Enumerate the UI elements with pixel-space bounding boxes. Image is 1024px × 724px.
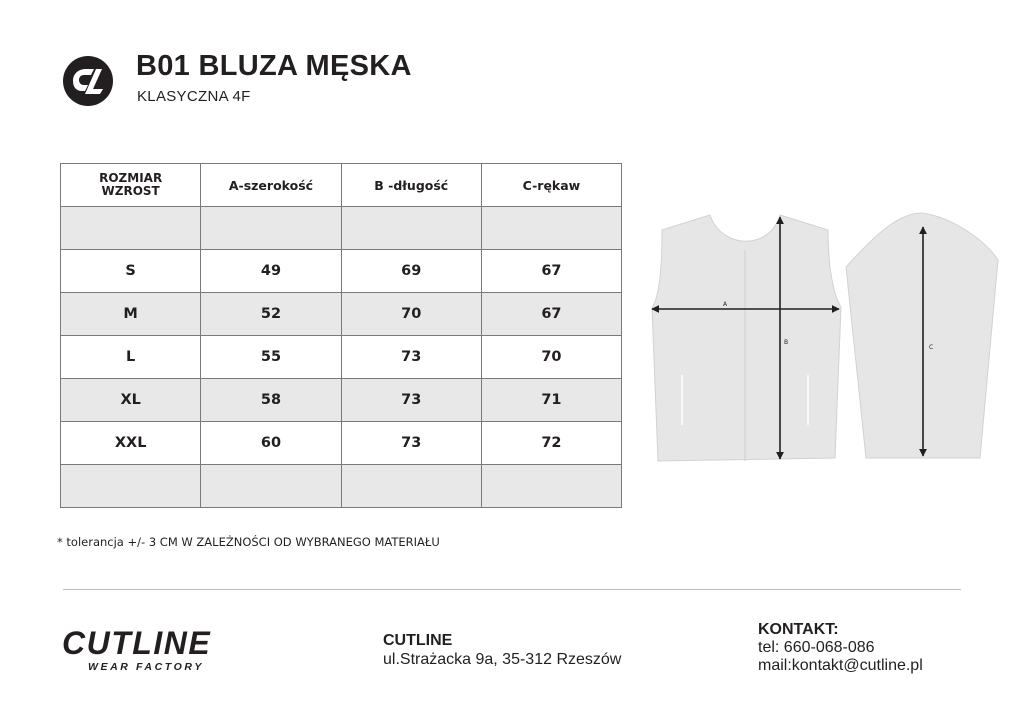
table-row bbox=[61, 465, 622, 508]
company-name: CUTLINE bbox=[383, 632, 453, 649]
table-cell: 72 bbox=[481, 422, 621, 465]
table-cell: 52 bbox=[201, 293, 341, 336]
column-header-width: A-szerokość bbox=[201, 164, 341, 207]
column-header-sleeve: C-rękaw bbox=[481, 164, 621, 207]
table-row bbox=[61, 379, 622, 422]
contact-title: KONTAKT: bbox=[758, 621, 839, 638]
table-cell: 70 bbox=[481, 336, 621, 379]
contact-mail: mail:kontakt@cutline.pl bbox=[758, 657, 923, 674]
company-block bbox=[383, 632, 621, 669]
brand-name: CUTLINE bbox=[62, 625, 212, 661]
table-cell: 69 bbox=[341, 250, 481, 293]
table-cell: L bbox=[61, 336, 201, 379]
page-subtitle: KLASYCZNA 4F bbox=[137, 88, 251, 105]
measure-label-b: B bbox=[784, 339, 789, 346]
table-row bbox=[61, 207, 622, 250]
table-cell bbox=[341, 465, 481, 508]
tolerance-note: * tolerancja +/- 3 CM W ZALEŻNOŚCI OD WYBRANEGO MATERIAŁU bbox=[57, 535, 440, 549]
table-cell bbox=[201, 207, 341, 250]
table-cell: 67 bbox=[481, 293, 621, 336]
table-cell bbox=[341, 207, 481, 250]
table-cell: 60 bbox=[201, 422, 341, 465]
table-cell bbox=[61, 465, 201, 508]
page-title: B01 BLUZA MĘSKA bbox=[136, 50, 412, 82]
sleeve-panel-shape bbox=[846, 213, 998, 458]
column-header-length: B -długość bbox=[341, 164, 481, 207]
footer-divider bbox=[63, 589, 961, 590]
table-cell: 73 bbox=[341, 379, 481, 422]
table-cell bbox=[481, 465, 621, 508]
company-address: ul.Strażacka 9a, 35-312 Rzeszów bbox=[383, 651, 622, 668]
column-header-label: ROZMIAR WZROST bbox=[99, 171, 163, 198]
table-cell: 58 bbox=[201, 379, 341, 422]
table-row bbox=[61, 336, 622, 379]
measure-label-c: C bbox=[929, 344, 934, 351]
table-row bbox=[61, 250, 622, 293]
garment-diagram bbox=[640, 205, 1010, 470]
table-cell: 73 bbox=[341, 422, 481, 465]
table-cell bbox=[201, 465, 341, 508]
table-cell: 70 bbox=[341, 293, 481, 336]
measure-label-a: A bbox=[723, 301, 728, 308]
table-row bbox=[61, 293, 622, 336]
table-cell bbox=[481, 207, 621, 250]
table-row bbox=[61, 422, 622, 465]
table-cell: XXL bbox=[61, 422, 201, 465]
table-cell: 71 bbox=[481, 379, 621, 422]
body-panel-shape bbox=[652, 215, 841, 461]
brand-logo-icon bbox=[63, 56, 113, 106]
table-cell: M bbox=[61, 293, 201, 336]
table-cell: 55 bbox=[201, 336, 341, 379]
contact-block bbox=[758, 621, 923, 675]
table-cell: 73 bbox=[341, 336, 481, 379]
table-cell: XL bbox=[61, 379, 201, 422]
table-cell: 67 bbox=[481, 250, 621, 293]
footer-brand-logo bbox=[62, 627, 211, 673]
column-header-size bbox=[61, 164, 201, 207]
size-table bbox=[60, 163, 622, 508]
brand-tagline: WEAR FACTORY bbox=[88, 661, 204, 673]
contact-phone: tel: 660-068-086 bbox=[758, 639, 875, 656]
table-header-row bbox=[61, 164, 622, 207]
table-cell: S bbox=[61, 250, 201, 293]
table-cell: 49 bbox=[201, 250, 341, 293]
table-cell bbox=[61, 207, 201, 250]
